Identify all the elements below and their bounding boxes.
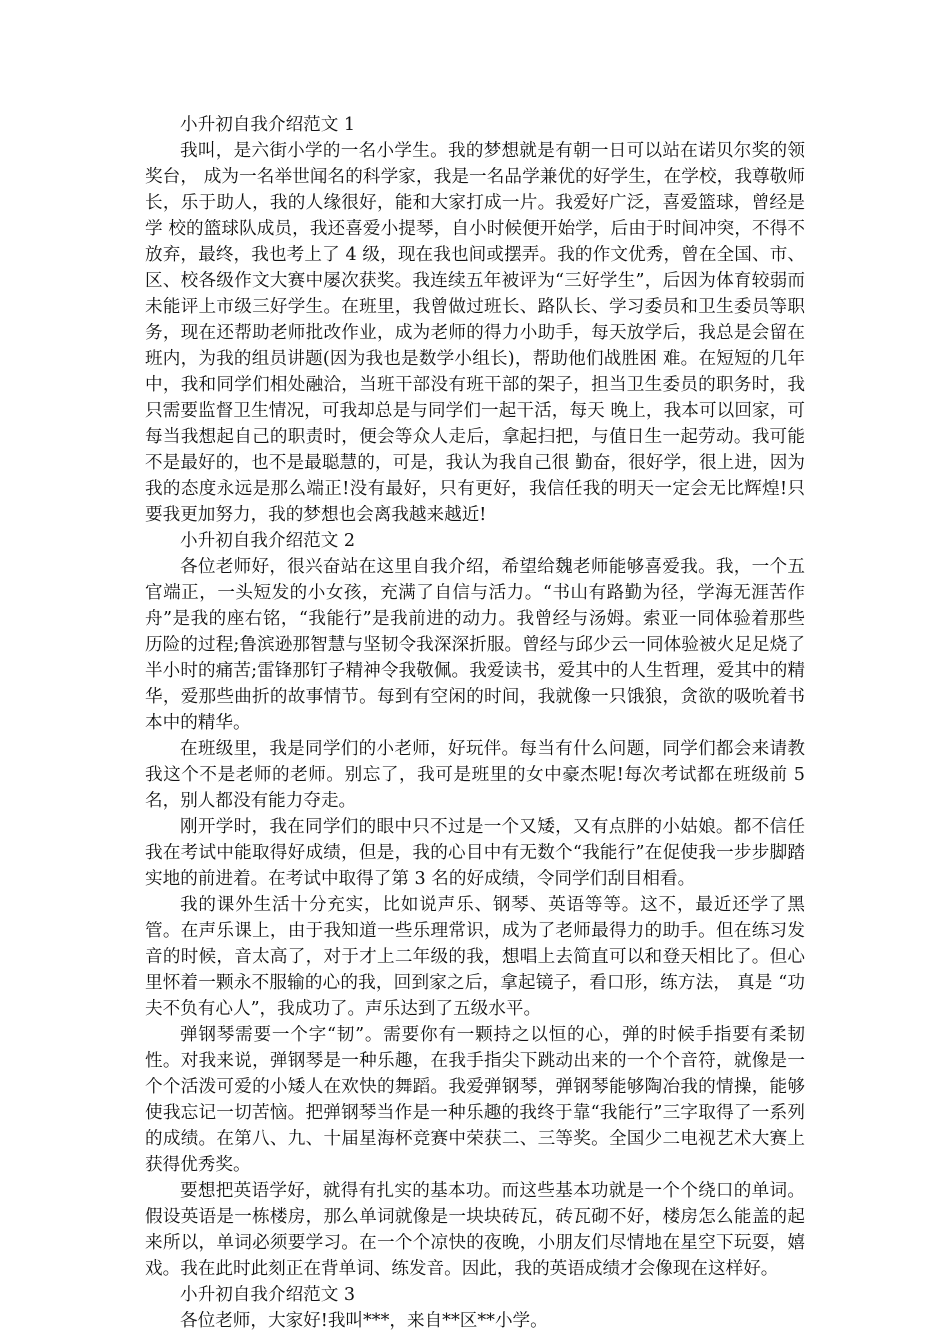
section-3 <box>145 1282 805 1334</box>
paragraph: 各位老师好，很兴奋站在这里自我介绍，希望给魏老师能够喜爱我。我，一个五官端正，一头短发的小女孩，充满了自信与活力。“书山有路勤为径，学海无涯苦作舟”是我的座右铭，“我能行”是我前进的动力。我曾经与汤姆。索亚一同体验着那些历险的过程;鲁滨逊那智慧与坚韧令我深深折服。曾经与邱少云一同体验被火足足烧了半小时的痛苦;雷锋那钉子精神令我敬佩。我爱读书，爱其中的人生哲理，爱其中的精华，爱那些曲折的故事情节。每到有空闲的时间，我就像一只饿狼，贪欲的吸吮着书本中的精华。 <box>145 557 805 733</box>
section-1 <box>145 112 805 528</box>
section-heading: 小升初自我介绍范文 2 <box>180 531 356 551</box>
paragraph: 各位老师，大家好!我叫***，来自**区**小学。 <box>180 1311 548 1331</box>
paragraph: 在班级里，我是同学们的小老师，好玩伴。每当有什么问题，同学们都会来请教我这个不是老师的老师。别忘了，我可是班里的女中豪杰呢!每次考试都在班级前 5 名，别人都没有能力夺走。 <box>145 739 805 811</box>
paragraph: 我叫，是六街小学的一名小学生。我的梦想就是有朝一日可以站在诺贝尔奖的领奖台， 成为一名举世闻名的科学家，我是一名品学兼优的好学生，在学校，我尊敬师长，乐于助人，我的人缘很好，能和大家打成一片。我爱好广泛，喜爱篮球，曾经是学 校的篮球队成员，我还喜爱小提琴，自小时候便开始学，后由于时间冲突，不得不放弃，最终，我也考上了 4 级，现在我也间或摆弄。我的作文优秀，曾在全国、市、区、校各级作文大赛中屡次获奖。我连续五年被评为“三好学生”，后因为体育较弱而未能评上市级三好学生。在班里，我曾做过班长、路队长、学习委员和卫生委员等职务，现在还帮助老师批改作业，成为老师的得力小助手，每天放学后，我总是会留在班内，为我的组员讲题(因为我也是数学小组长)，帮助他们战胜困 难。在短短的几年中，我和同学们相处融洽，当班干部没有班干部的架子，担当卫生委员的职务时，我只需要监督卫生情况，可我却总是与同学们一起干活，每天 晚上，我本可以回家，可每当我想起自己的职责时，便会等众人走后，拿起扫把，与值日生一起劳动。我可能不是最好的，也不是最聪慧的，可是，我认为我自己很 勤奋，很好学，很上进，因为我的态度永远是那么端正!没有最好，只有更好，我信任我的明天一定会无比辉煌!只要我更加努力，我的梦想也会离我越来越近! <box>145 141 805 525</box>
section-2 <box>145 528 805 1282</box>
paragraph: 刚开学时，我在同学们的眼中只不过是一个又矮，又有点胖的小姑娘。都不信任我在考试中能取得好成绩，但是，我的心目中有无数个“我能行”在促使我一步步脚踏实地的前进着。在考试中取得了第 3 名的好成绩，令同学们刮目相看。 <box>145 817 805 889</box>
paragraph: 我的课外生活十分充实，比如说声乐、钢琴、英语等等。这不，最近还学了黑管。在声乐课上，由于我知道一些乐理常识，成为了老师最得力的助手。但在练习发音的时候，音太高了，对于才上二年级的我，想唱上去简直可以和登天相比了。但心里怀着一颗永不服输的心的我，回到家之后，拿起镜子，看口形，练方法， 真是 “功夫不负有心人”，我成功了。声乐达到了五级水平。 <box>145 895 805 1019</box>
paragraph: 要想把英语学好，就得有扎实的基本功。而这些基本功就是一个个绕口的单词。假设英语是一栋楼房，那么单词就像是一块块砖瓦，砖瓦砌不好，楼房怎么能盖的起来所以，单词必须要学习。在一个个凉快的夜晚，小朋友们尽情地在星空下玩耍，嬉戏。我在此时此刻正在背单词、练发音。因此，我的英语成绩才会像现在这样好。 <box>145 1181 805 1279</box>
section-heading: 小升初自我介绍范文 3 <box>180 1285 356 1305</box>
section-heading: 小升初自我介绍范文 1 <box>180 115 356 135</box>
paragraph: 弹钢琴需要一个字“韧”。需要你有一颗持之以恒的心，弹的时候手指要有柔韧性。对我来说，弹钢琴是一种乐趣，在我手指尖下跳动出来的一个个音符，就像是一个个活泼可爱的小矮人在欢快的舞蹈。我爱弹钢琴，弹钢琴能够陶冶我的情操，能够使我忘记一切苦恼。把弹钢琴当作是一种乐趣的我终于靠“我能行”三字取得了一系列的成绩。在第八、九、十届星海杯竞赛中荣获二、三等奖。全国少二电视艺术大赛上获得优秀奖。 <box>145 1025 805 1175</box>
document-page <box>145 112 805 1334</box>
